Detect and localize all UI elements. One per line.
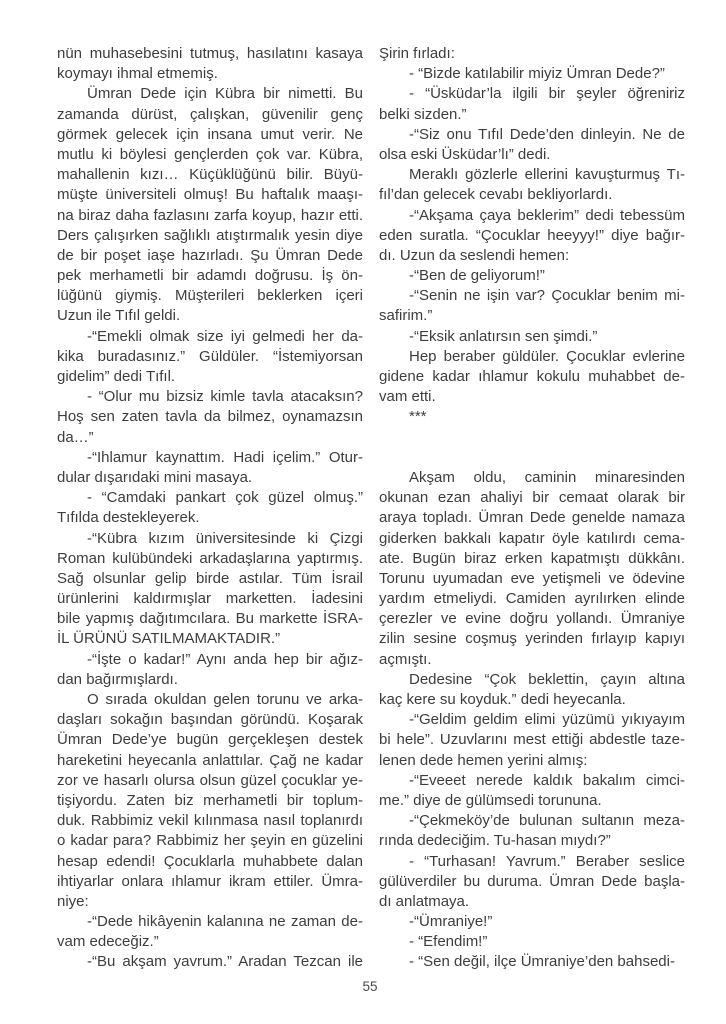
text-line: -“Dede hikâyenin kalanına ne zaman de- xyxy=(87,913,363,931)
text-line: -“Geldim geldim elimi yüzümü yıkıyayım xyxy=(409,711,685,729)
text-line: daşları sokağın başından göründü. Koşarak xyxy=(57,711,363,729)
paragraph xyxy=(379,771,685,811)
text-line: lüğünü giymiş. Müşterileri beklerken içeri xyxy=(57,287,363,305)
text-line: koymayı ihmal etmemiş. xyxy=(57,65,218,83)
paragraph xyxy=(57,327,363,388)
paragraph xyxy=(57,44,363,84)
text-line: - “Turhasan! Yavrum.” Beraber seslice xyxy=(409,852,685,870)
paragraph xyxy=(57,529,363,650)
text-line: olsa eski Üsküdar’lı” dedi. xyxy=(379,145,551,163)
paragraph xyxy=(379,952,685,972)
text-line: Torunu uyumadan eve yetişmeli ve ödevine xyxy=(379,569,685,587)
paragraph xyxy=(379,84,685,124)
paragraph xyxy=(379,327,685,347)
text-line: gidene kadar ıhlamur kokulu muhabbet de- xyxy=(379,368,685,385)
text-line: hareketini heyecanla anlattılar. Çağ ne kadar xyxy=(57,751,363,769)
text-line: müşte üniversiteli olmuş! Bu haftalık maaşı- xyxy=(57,186,363,204)
text-line: dı. Uzun da seslendi hemen: xyxy=(379,246,570,264)
text-line: bi hele”. Uzuvlarını mest ettiği abdestle taze- xyxy=(379,731,685,749)
text-line: -“Siz onu Tıfıl Dede’den dinleyin. Ne de xyxy=(409,125,685,143)
paragraph xyxy=(57,387,363,448)
text-line: Ümran Dede için Kübra bir nimetti. Bu xyxy=(87,85,363,103)
text-line: -“İşte o kadar!” Aynı anda hep bir ağız- xyxy=(87,650,363,668)
paragraph xyxy=(379,670,685,710)
paragraph xyxy=(379,165,685,205)
text-line: Sağ olsunlar gelip birde astılar. Tüm İsrail xyxy=(57,569,363,587)
text-line: ate. Bugün biraz erken kapatmıştı dükkânı. xyxy=(379,549,685,567)
text-line: Dedesine “Çok beklettin, çayın altına xyxy=(409,670,685,688)
text-line: okunan ezan ahaliyi bir cemaat olarak bir xyxy=(379,489,685,507)
text-line: gidelim” dedi Tıfıl. xyxy=(57,368,176,385)
text-line: O sırada okuldan gelen torunu ve arka- xyxy=(87,691,363,708)
text-line: zilin sesine coşmuş yerinden fırlayıp kapıyı xyxy=(379,630,685,648)
text-line: mahallenin kızı… Küçüklüğünü bilir. Büyü- xyxy=(57,166,363,184)
text-line: Meraklı gözlerle ellerini kavuşturmuş Tı- xyxy=(409,166,685,184)
paragraph xyxy=(57,84,363,326)
text-line: - “Sen değil, ilçe Ümraniye’den bahsedi- xyxy=(409,953,675,971)
paragraph xyxy=(379,912,685,932)
paragraph xyxy=(379,347,685,408)
paragraph xyxy=(379,125,685,165)
text-column-right xyxy=(379,44,685,973)
text-line: rında dedeciğim. Tu-hasan mıydı?” xyxy=(379,832,611,850)
text-line: duk. Rabbimiz vekil kılınmasa nasıl toplanırdı xyxy=(57,812,363,830)
text-line: belki sizden.” xyxy=(379,105,467,123)
text-line: ürünlerini kaldırmışlar marketten. İadesini xyxy=(57,590,363,608)
paragraph xyxy=(379,64,685,84)
text-line: dular dışarıdaki mini masaya. xyxy=(57,468,253,486)
text-line: Ümran Dede’ye bugün gerçekleşen destek xyxy=(57,731,363,749)
text-line: kaç kere su koyduk.” dedi heyecanla. xyxy=(379,691,626,709)
text-line: -“Eveeet nerede kaldık bakalım cimci- xyxy=(409,771,685,789)
text-line: çerezler ve evine doğru yollandı. Ümraniye xyxy=(379,610,685,628)
text-line: nün muhasebesini tutmuş, hasılatını kasaya xyxy=(57,45,363,62)
text-line: eden suratla. “Çocuklar heeyyy!” diye bağır- xyxy=(379,226,685,244)
text-line: Şirin fırladı: xyxy=(379,45,455,62)
text-line: - “Üsküdar’la ilgili bir şeyler öğreniriz xyxy=(409,85,685,103)
paragraph xyxy=(379,710,685,771)
text-column-left xyxy=(57,44,363,973)
text-line: dı anlatmaya. xyxy=(379,892,470,910)
text-line: dan bağırmışlardı. xyxy=(57,670,178,688)
text-line: fıl’dan gelecek cevabı bekliyorlardı. xyxy=(379,186,613,204)
text-line: görmek gelecek için insana umut verir. Ne xyxy=(57,125,363,143)
text-line: o kadar para? Rabbimiz her şeyin en güzelini xyxy=(57,832,363,850)
text-line: ihtiyarlar onlara ıhlamur ikram ettiler. Ümra- xyxy=(57,872,363,890)
text-line: İL ÜRÜNÜ SATILMAMAKTADIR.” xyxy=(57,630,281,648)
text-line: yardım etmeliydi. Camiden ayrılırken elinde xyxy=(379,590,685,608)
text-line: niye: xyxy=(57,892,89,910)
paragraph xyxy=(379,286,685,326)
paragraph xyxy=(379,44,685,64)
text-line: giderken bakkalı kapatır öyle katılırdı cema- xyxy=(379,529,685,547)
paragraph xyxy=(379,932,685,952)
text-line: -“Emekli olmak size iyi gelmedi her da- xyxy=(87,327,363,345)
paragraph xyxy=(57,912,363,952)
text-line: me.” diye de gülümsedi torununa. xyxy=(379,791,602,809)
text-columns xyxy=(57,44,685,973)
text-line: Ders çalışırken sağlıklı atıştırmalık yesin diye xyxy=(57,226,363,244)
text-line: Uzun ile Tıfıl geldi. xyxy=(57,307,181,325)
text-line: kika buradasınız.” Güldüler. “İstemiyorsan xyxy=(57,347,363,365)
text-line: *** xyxy=(409,408,427,426)
paragraph xyxy=(57,448,363,488)
text-line: - “Efendim!” xyxy=(409,933,488,951)
text-line: zor ve hasarlı olursa olsun güzel çocuklar ye- xyxy=(57,771,363,789)
text-line: tişiyordu. Zaten biz merhametli bir toplum- xyxy=(57,791,363,809)
text-line: -“Ihlamur kaynattım. Hadi içelim.” Otur- xyxy=(87,448,363,466)
text-line: -“Ümraniye!” xyxy=(409,913,493,931)
text-line: -“Senin ne işin var? Çocuklar benim mi- xyxy=(409,287,685,305)
text-line: açmıştı. xyxy=(379,650,432,668)
text-line: da…” xyxy=(57,428,94,446)
text-line: pek merhametli bir adamdı doğrusu. İş ön- xyxy=(57,267,363,285)
text-line: gülüverdiler bu duruma. Ümran Dede başla- xyxy=(379,872,685,890)
text-line: safirim.” xyxy=(379,307,433,325)
text-line: bile yapmış dağıtımcılara. Bu markette İSRA- xyxy=(57,610,363,628)
text-line: -“Akşama çaya beklerim” dedi tebessüm xyxy=(409,206,685,224)
text-line: mutlu ki böylesi gençlerden çok var. Kübra, xyxy=(57,145,363,163)
paragraph xyxy=(379,852,685,913)
paragraph xyxy=(379,266,685,286)
text-line: -“Bu akşam yavrum.” Aradan Tezcan ile xyxy=(87,953,363,971)
section-separator xyxy=(379,407,685,427)
text-line: araya topladı. Ümran Dede genelde namaza xyxy=(379,509,685,527)
text-line: Hoş sen zaten tavla da bilmez, oynamazsın xyxy=(57,408,363,426)
text-line: -“Kübra kızım üniversitesinde ki Çizgi xyxy=(87,529,363,547)
text-line: hesap edendi! Çocuklarla muhabbete dalan xyxy=(57,852,363,870)
text-line: de bir poşet iaşe hazırladı. Şu Ümran Dede xyxy=(57,246,363,264)
paragraph xyxy=(57,690,363,912)
paragraph xyxy=(379,468,685,670)
page-number: 55 xyxy=(362,979,378,994)
paragraph xyxy=(57,650,363,690)
text-line: zamanda dürüst, çalışkan, güvenilir genç xyxy=(57,105,363,123)
section-gap xyxy=(379,428,685,468)
paragraph xyxy=(57,952,363,972)
paragraph xyxy=(57,488,363,528)
text-line: Roman kulübündeki arkadaşlarına yaptırmış. xyxy=(57,549,363,567)
text-line: vam edeceğiz.” xyxy=(57,933,159,951)
text-line: - “Olur mu bizsiz kimle tavla atacaksın? xyxy=(87,388,363,406)
text-line: -“Eksik anlatırsın sen şimdi.” xyxy=(409,327,598,345)
text-line: - “Bizde katılabilir miyiz Ümran Dede?” xyxy=(409,65,665,83)
text-line: -“Çekmeköy’de bulunan sultanın meza- xyxy=(409,812,685,830)
text-line: - “Camdaki pankart çok güzel olmuş.” xyxy=(87,489,363,507)
text-line: -“Ben de geliyorum!” xyxy=(409,267,545,285)
text-line: lenen dede hemen yerini almış: xyxy=(379,751,588,769)
paragraph xyxy=(379,206,685,267)
text-line: Tıfılda destekleyerek. xyxy=(57,509,200,527)
text-line: vam etti. xyxy=(379,388,436,406)
text-line: Akşam oldu, caminin minaresinden xyxy=(409,468,685,486)
paragraph xyxy=(379,811,685,851)
text-line: Hep beraber güldüler. Çocuklar evlerine xyxy=(409,347,685,365)
text-line: na biraz daha fazlasını zarfa koyup, hazır etti. xyxy=(57,206,363,224)
